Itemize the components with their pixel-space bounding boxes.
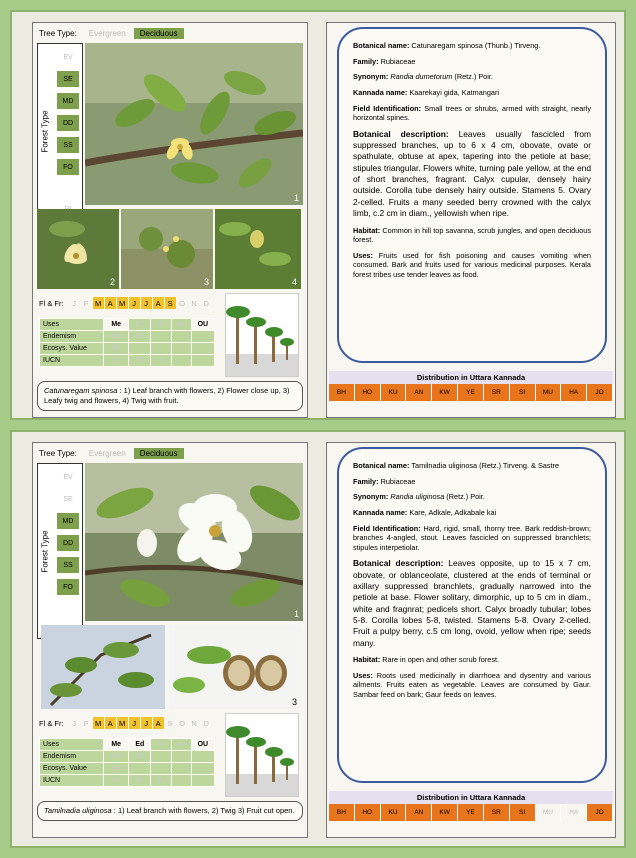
region-cell: KW [432,804,458,821]
species-page-2 [10,430,626,848]
tree-profile-diagram [225,713,299,797]
forest-cell-fo: FO [56,158,80,176]
tree-type-row [39,27,184,39]
family: Rubiaceae [380,56,416,66]
month-cell: O [179,718,186,728]
forest-type-label: Forest Type [40,529,50,573]
endemism-cell: WG [104,751,129,763]
botanical-description: Leaves opposite, up to 15 x 7 cm, obovate, or oblanceolate, clustered at the ends of terminal or axillary suppressed branchlets, gradually narrowed into the petiole at base. Flower solitary, dimorphic, up to 5 cm in diam., white and fragnrat; pedicels short. Calyx broadly tubular; lobes 5-8. Corolla lobes 5-8, twisted. Stamens 5-8. Ovary 2-celled. Fruit a pulpy berry, c.5 cm long, ovoid, yellow when ripe; seeds many. [353,558,591,648]
region-cell: KU [381,804,407,821]
region-cell: HA [561,804,587,821]
region-cell: KW [432,384,458,401]
forest-cell-ss: SS [56,556,80,574]
photo-flower-closeup [37,209,119,289]
left-panel [32,22,308,418]
month-cell: J [72,298,76,308]
habitat: Common in hill top savanna, scrub jungles, and open deciduous forest. [353,225,591,245]
caption-text: : 1) Leaf branch with flowers, 2) Flower close up, 3) Leafy twig and flowers, 4) Twig with fruit. [44,386,290,406]
month-cell: M [117,297,128,309]
photo-leafy-twig [121,209,213,289]
use-cell: Or [151,319,171,331]
species-page-1 [10,10,626,420]
endemism-cell: BE [129,751,151,763]
flowering-fruiting-months [39,717,212,729]
endemism-label: Endemism [40,331,104,343]
month-cell: F [83,718,89,728]
endemism-cell: WG [104,331,129,343]
flowering-fruiting-months [39,297,212,309]
month-cell: S [167,718,173,728]
use-cell: Ed [129,739,151,751]
species-description-card: Botanical name: Tamilnadia uliginosa (Retz.) Tirveng. & Sastre Family: Rubiaceae Synonym: Randia uliginosa (Retz.) Poir. Kannada name: Kare, Adkale, Adkabale kai Field Identification: Hard, rigid, small, thorny tree. Bark reddish-brown; branches 4-angled, stout. Leaves fascicled on suppressed branchlets; stipules interpetiolar. Botanical description: Leaves opposite, up to 15 x 7 cm, obovate, or oblanceolate, clustered at the ends of terminal or axillary suppressed branchlets, gradually narrowed into the petiole at base. Flower solitary, dimorphic, up to 5 cm in diam., white and fragnrat; pedicels short. Calyx broadly tubular; lobes 5-8. Corolla lobes 5-8, twisted. Stamens 5-8. Ovary 2-celled. Fruit a pulpy berry, c.5 cm long, ovoid, yellow when ripe; seeds many. Habitat: Rare in open and other scrub forest. Uses: Roots used medicinally in diarrhoea and dysentry and various ailments. Fruits eaten as vegetable. Leaves are consumed by Gaur. Sambar feed on bark; Gaur feeds on leaves. [337,447,607,783]
month-cell: J [129,297,140,309]
uses-text: Fruits used for fish poisoning and causes vomiting when consumed. Bark and fruits used for various medicinal purposes. Kerala forest tribes use tender leaves as food. [353,250,591,279]
month-cell: J [129,717,140,729]
use-cell: Me [104,319,129,331]
month-cell: M [93,297,104,309]
tree-type-row [39,447,184,459]
botanical-name: Tamilnadia uliginosa (Retz.) Tirveng. & Sastre [411,461,560,470]
region-cell: SI [510,384,536,401]
use-cell: Me [104,739,129,751]
use-cell: Av [171,739,191,751]
distribution-title: Distribution in Uttara Kannada [329,791,613,804]
region-cell: MU [536,804,562,821]
month-cell: M [93,717,104,729]
photo-number: 1 [293,609,299,619]
caption-text: : 1) Leaf branch with flowers, 2) Twig 3) Fruit cut open. [111,806,295,815]
family: Rubiaceae [380,476,416,486]
month-cell: A [105,717,116,729]
region-cell: JO [587,804,613,821]
region-cell: BH [329,384,355,401]
distribution-table [329,371,613,401]
month-cell: M [117,717,128,729]
iucn-cell: Vu [151,355,171,367]
use-cell: OU [191,739,214,751]
photo-leaf-branch [85,463,303,621]
uses-label: Uses [40,319,104,331]
month-cell: A [153,717,164,729]
photo-number: 3 [203,277,209,287]
ecosys-cell: WI [104,343,129,355]
forest-type-box [37,463,83,639]
uses-text: Roots used medicinally in diarrhoea and dysentry and various ailments. Fruits eaten as vegetable. Leaves are consumed by Gaur. Sambar feed on bark; Gaur feeds on leaves. [353,670,591,699]
region-cell: AN [406,384,432,401]
botanical-description: Leaves usually fascicled from suppressed branches, up to 6 x 4 cm, obovate, ovate or spathulate, obtuse at apex, tapering into the petiole at base; stipules triangular. Flowers white, turning pale yellow, at the end of short branches, fragrant. Calyx cupular, densely hairy outside. Corolla tube densely hairy outside. Stamens 5. Ovary 2-celled. Fruits a many seeded berry crowned with the calyx limb, c.2 cm in diam., yellowish when ripe. [353,128,591,219]
photo-fruit-cut-open [169,625,301,709]
month-cell: J [72,718,76,728]
caption-species: Tamilnadia uliginosa [44,806,112,815]
iucn-cell: Vu [151,775,171,787]
region-cell: SR [484,384,510,401]
forest-cell-md: MD [56,92,80,110]
month-cell: J [141,717,152,729]
forest-cell-dd: DD [56,114,80,132]
iucn-label: IUCN [40,775,104,787]
forest-type-label: Forest Type [40,109,50,153]
uses-label: Uses [40,739,104,751]
photo-number: 4 [291,277,297,287]
forest-cell-ev: EV [63,53,73,61]
photo-number: 2 [109,277,115,287]
iucn-cell: Cr [104,775,129,787]
region-cell: HO [355,384,381,401]
attribute-table [39,738,215,787]
kannada-name: Kaarekayi gida, Katmangari [409,87,500,97]
forest-type-box [37,43,83,219]
tree-profile-diagram [225,293,299,377]
caption-species: Catunaregam spinosa [44,386,118,395]
tree-type-label: Tree Type: [39,448,77,458]
field-identification: Small trees or shrubs, armed with straight, nearly horizontal spines. [353,103,591,123]
month-cell: F [83,298,89,308]
flfr-label: Fl & Fr: [39,718,64,728]
month-cell: O [179,298,186,308]
region-cell: SR [484,804,510,821]
region-cell: YE [458,804,484,821]
tree-type-label: Tree Type: [39,28,77,38]
attribute-table [39,318,215,367]
photo-leaf-branch [85,43,303,205]
photo-caption [37,381,303,411]
month-cell: S [165,297,176,309]
forest-cell-md: MD [56,512,80,530]
iucn-cell: Cr [104,355,129,367]
field-identification: Hard, rigid, small, thorny tree. Bark reddish-brown; branches 4-angled, stout. Leaves fascicled on suppressed branchlets; stipules interpetiolar. [353,523,591,552]
evergreen-tag: Evergreen [88,28,126,38]
iucn-cell: En [129,355,151,367]
forest-cell-fo: FO [56,578,80,596]
forest-cell-se: SE [63,495,73,503]
region-cell: MU [536,384,562,401]
month-cell: A [105,297,116,309]
right-panel [326,442,616,838]
evergreen-tag: Evergreen [88,448,126,458]
region-cell: SI [510,804,536,821]
left-panel [32,442,308,838]
photo-twig-fruit [215,209,301,289]
use-cell: Av [171,319,191,331]
photo-caption [37,801,303,821]
deciduous-tag: Deciduous [134,448,184,459]
month-cell: D [203,718,209,728]
forest-cell-ev: EV [63,473,73,481]
region-cell: HO [355,804,381,821]
use-cell: Ed [129,319,151,331]
endemism-cell: BE [129,331,151,343]
region-cell: AN [406,804,432,821]
forest-cell-ss: SS [56,136,80,154]
ecosys-label: Ecosys. Value [40,763,104,775]
synonym: Randia dumetorum [390,72,453,82]
use-cell: OU [191,319,214,331]
habitat: Rare in open and other scrub forest. [382,655,500,665]
region-cell: KU [381,384,407,401]
month-cell: D [203,298,209,308]
iucn-label: IUCN [40,355,104,367]
month-cell: J [141,297,152,309]
ecosys-cell: WI [104,763,129,775]
endemism-label: Endemism [40,751,104,763]
month-cell: N [191,298,197,308]
distribution-table [329,791,613,821]
iucn-cell: En [129,775,151,787]
ecosys-label: Ecosys. Value [40,343,104,355]
use-cell: Or [151,739,171,751]
distribution-title: Distribution in Uttara Kannada [329,371,613,384]
month-cell: A [153,297,164,309]
kannada-name: Kare, Adkale, Adkabale kai [409,507,497,517]
month-cell: N [191,718,197,728]
flfr-label: Fl & Fr: [39,298,64,308]
botanical-name: Catunaregam spinosa (Thunb.) Tirveng. [411,41,541,50]
region-cell: HA [561,384,587,401]
photo-twig [41,625,165,709]
region-cell: JO [587,384,613,401]
photo-number: 3 [291,697,297,707]
deciduous-tag: Deciduous [134,28,184,39]
synonym: Randia uliginosa [390,492,445,502]
right-panel [326,22,616,418]
species-description-card: Botanical name: Catunaregam spinosa (Thunb.) Tirveng. Family: Rubiaceae Synonym: Randia dumetorum (Retz.) Poir. Kannada name: Kaarekayi gida, Katmangari Field Identification: Small trees or shrubs, armed with straight, nearly horizontal spines. Botanical description: Leaves usually fascicled from suppressed branches, up to 6 x 4 cm, obovate, ovate or spathulate, obtuse at apex, tapering into the petiole at base; stipules triangular. Flowers white, turning pale yellow, at the end of short branches, fragrant. Calyx cupular, densely hairy outside. Corolla tube densely hairy outside. Stamens 5. Ovary 2-celled. Fruits a many seeded berry crowned with the calyx limb, c.2 cm in diam., yellowish when ripe. Habitat: Common in hill top savanna, scrub jungles, and open deciduous forest. Uses: Fruits used for fish poisoning and causes vomiting when consumed. Bark and fruits used for various medicinal purposes. Kerala forest tribes use tender leaves as food. [337,27,607,363]
forest-cell-se: SE [56,70,80,88]
photo-number: 1 [293,193,299,203]
region-cell: YE [458,384,484,401]
region-cell: BH [329,804,355,821]
forest-cell-dd: DD [56,534,80,552]
